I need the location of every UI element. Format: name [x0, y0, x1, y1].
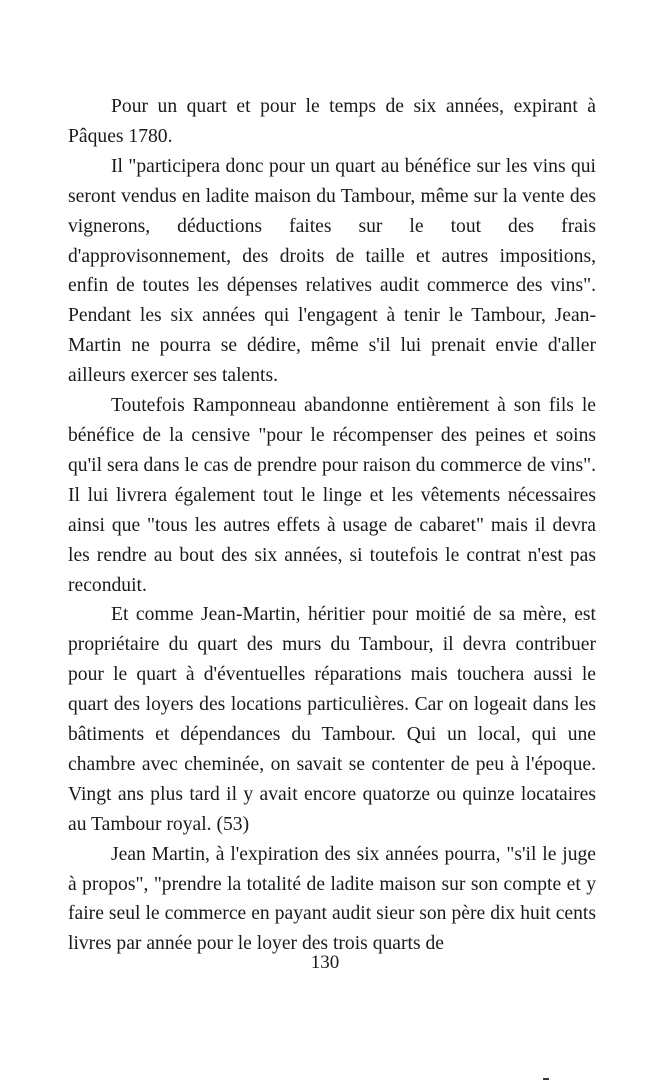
paragraph-4: Et comme Jean-Martin, héritier pour moitié de sa mère, est propriétaire du quart des murs du Tambour, il devra contribuer pour le quart à d'éventuelles réparations mais touchera aussi le quart des loyers des locations particulières. Car on logeait dans les bâtiments et dépendances du Tambour. Qui un local, qui une chambre avec cheminée, on savait se contenter de peu à l'époque. Vingt ans plus tard il y avait encore quatorze ou quinze locataires au Tambour royal. (53) — [68, 604, 596, 835]
paragraph-2: Il "participera donc pour un quart au bénéfice sur les vins qui seront vendus en ladite maison du Tambour, même sur la vente des vignerons, déductions faites sur le tout des frais d'approvisonnement, des droits de taille et autres impositions, enfin de toutes les dépenses relatives audit commerce des vins". Pendant les six années qui l'engagent à tenir le Tambour, Jean-Martin ne pourra se dédire, même s'il lui prenait envie d'aller ailleurs exercer ses talents. — [68, 155, 596, 387]
scan-mark — [543, 1078, 549, 1080]
paragraph-3: Toutefois Ramponneau abandonne entièrement à son fils le bénéfice de la censive "pour le récompenser des peines et soins qu'il sera dans le cas de prendre pour raison du commerce de vins". Il lui livrera également tout le linge et les vêtements nécessaires ainsi que "tous les autres effets à usage de cabaret" mais il devra les rendre au bout des six années, si toutefois le contrat n'est pas reconduit. — [68, 395, 596, 596]
paragraph-1: Pour un quart et pour le temps de six années, expirant à Pâques 1780. — [68, 96, 596, 147]
body-text — [68, 92, 596, 959]
paragraph-5: Jean Martin, à l'expiration des six années pourra, "s'il le juge à propos", "prendre la totalité de ladite maison sur son compte et y faire seul le commerce en payant audit sieur son père dix huit cents livres par année pour le loyer des trois quarts de — [68, 843, 596, 955]
page-number: 130 — [310, 952, 340, 973]
